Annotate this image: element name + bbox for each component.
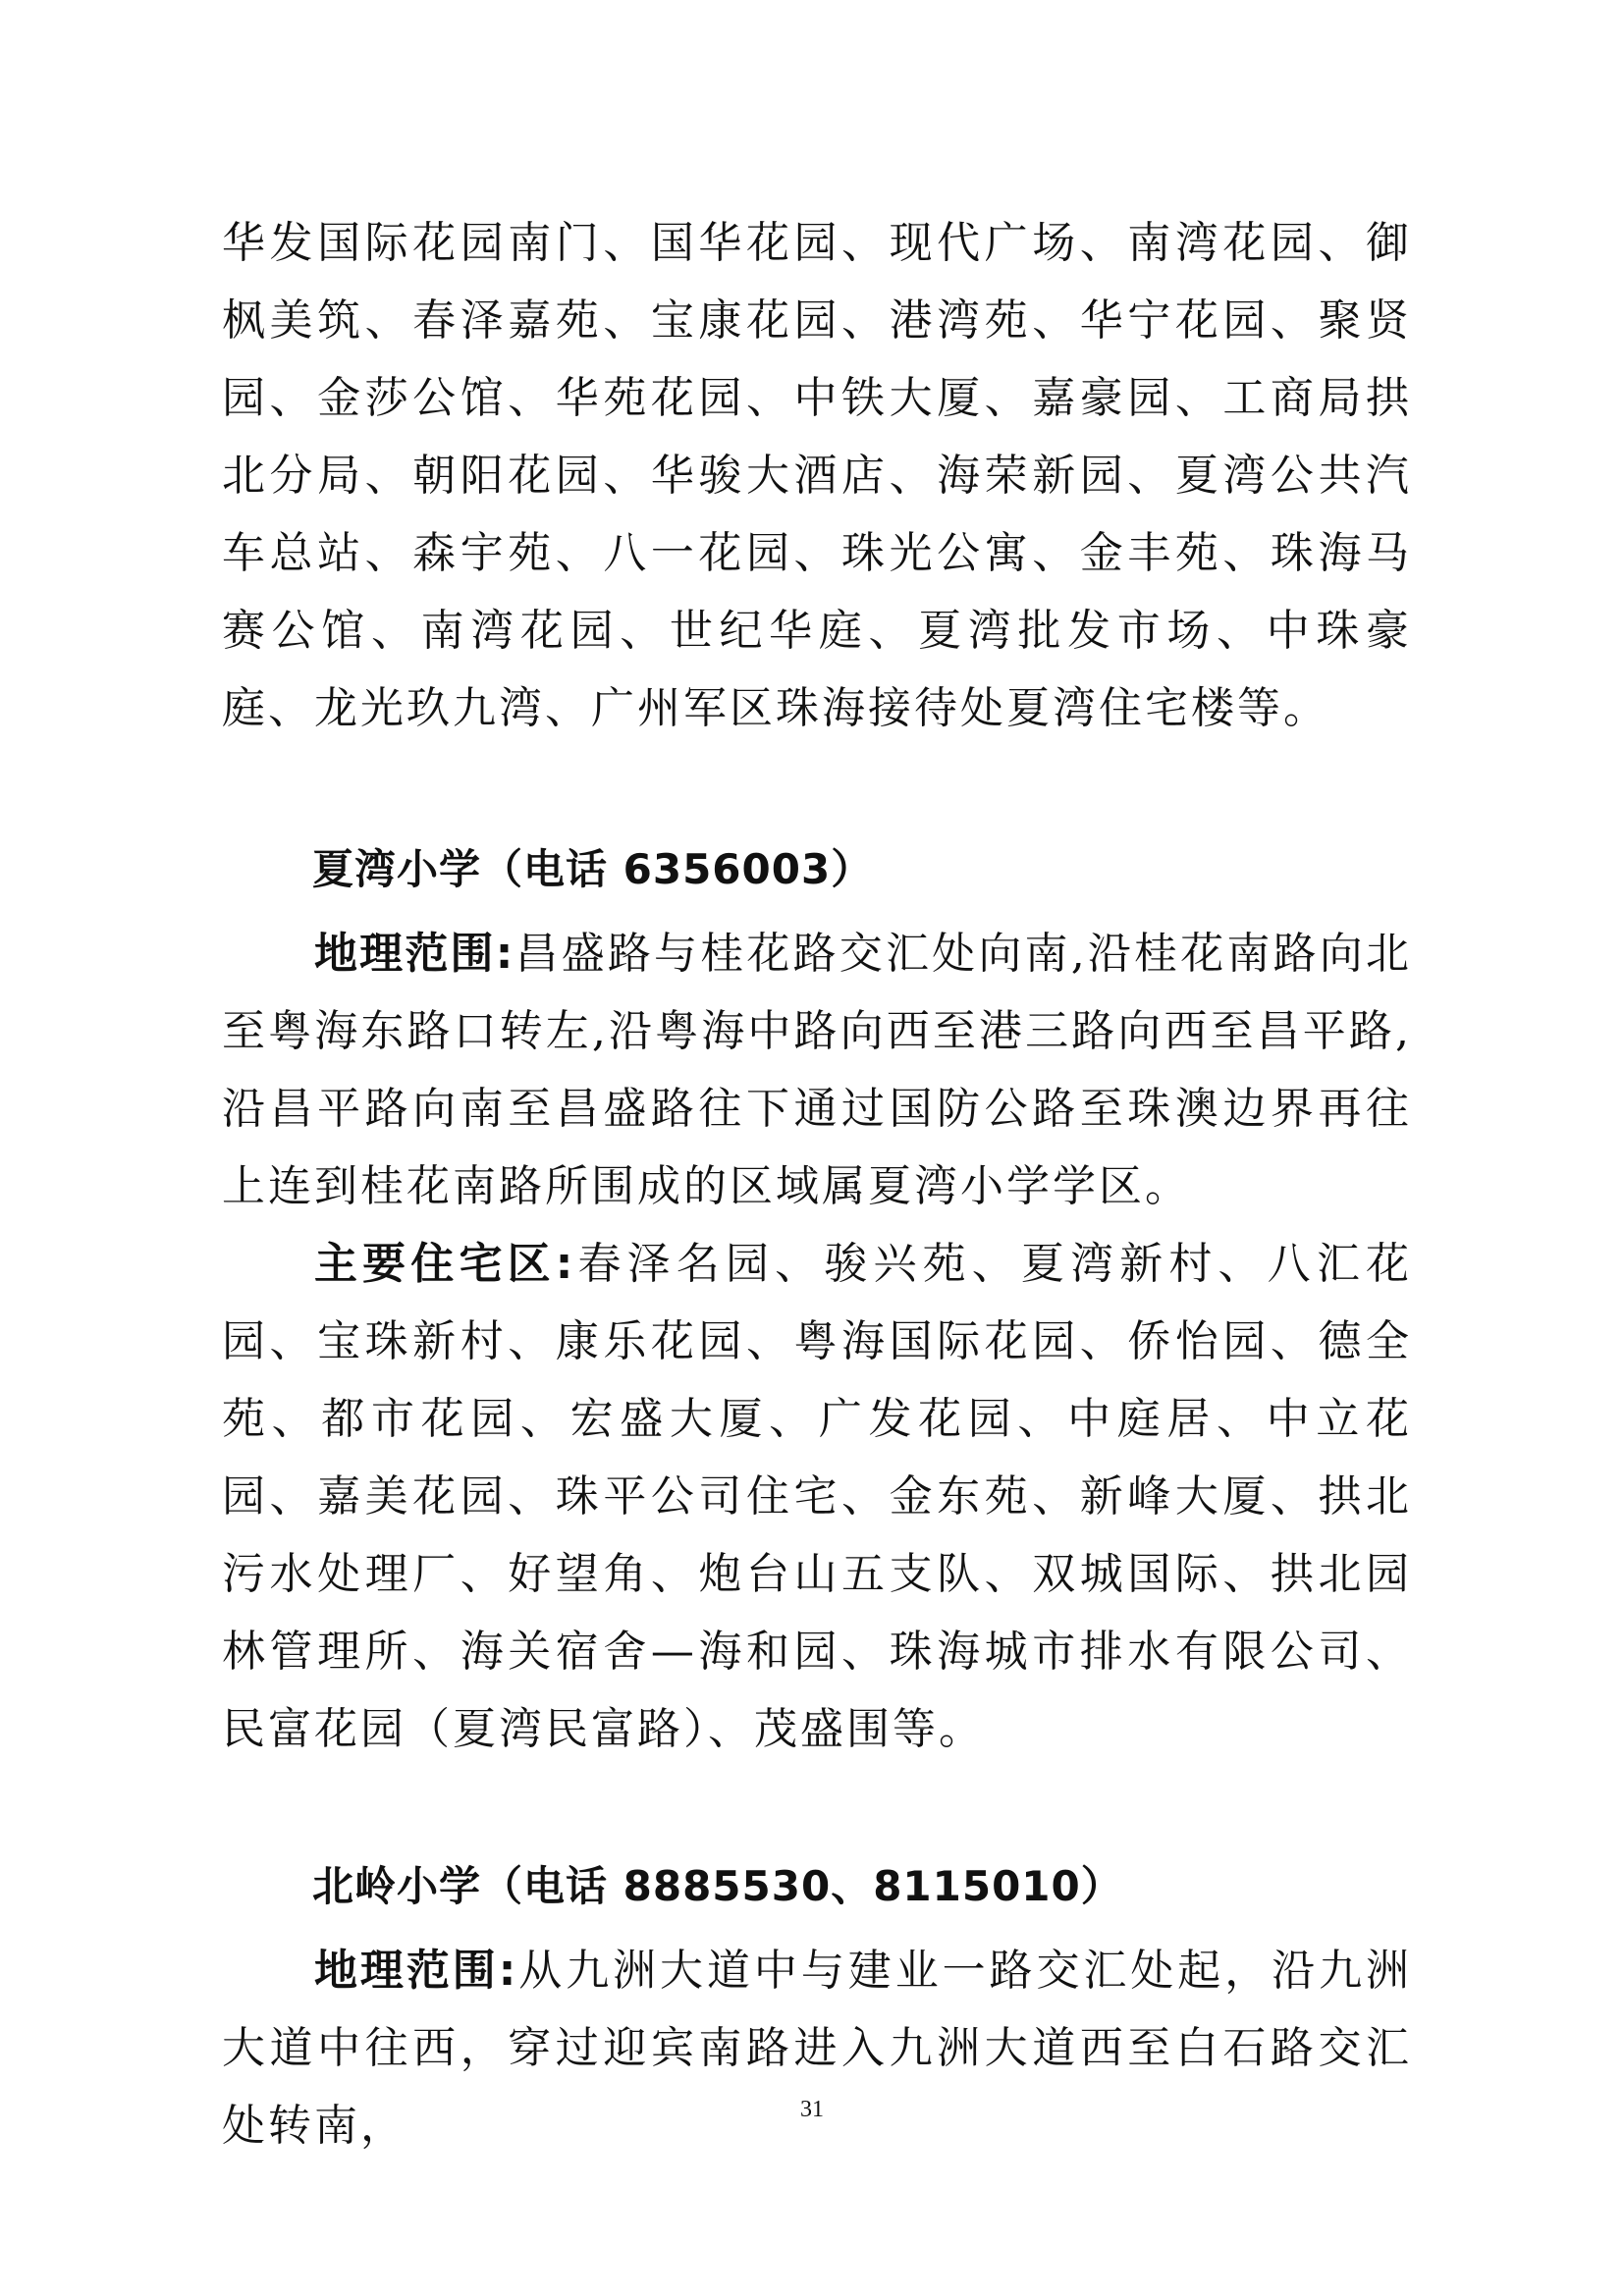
residential-paragraph-xiawan xyxy=(222,1225,1412,1768)
geo-range-paragraph-xiawan xyxy=(222,915,1412,1225)
geo-range-text: 从九洲大道中与建业一路交汇处起，沿九洲大道中往西，穿过迎宾南路进入九洲大道西至白石路交汇处转南， xyxy=(222,1946,1412,2151)
geo-range-paragraph-beiling xyxy=(222,1932,1412,2164)
geo-range-label: 地理范围: xyxy=(314,929,515,979)
school-heading-xiawan: 夏湾小学（电话 6356003） xyxy=(312,845,874,893)
geo-range-label: 地理范围: xyxy=(314,1946,518,1996)
page-number: 31 xyxy=(800,2097,824,2122)
geo-range-text: 昌盛路与桂花路交汇处向南,沿桂花南路向北至粤海东路口转左,沿粤海中路向西至港三路向西至昌平路,沿昌平路向南至昌盛路往下通过国防公路至珠澳边界再往上连到桂花南路所围成的区域属夏湾小学学区。 xyxy=(222,929,1412,1211)
residential-label: 主要住宅区: xyxy=(314,1239,575,1289)
school-heading-beiling: 北岭小学（电话 8885530、8115010） xyxy=(312,1862,1123,1910)
residential-list-continued: 华发国际花园南门、国华花园、现代广场、南湾花园、御枫美筑、春泽嘉苑、宝康花园、港湾苑、华宁花园、聚贤园、金莎公馆、华苑花园、中铁大厦、嘉豪园、工商局拱北分局、朝阳花园、华骏大酒店、海荣新园、夏湾公共汽车总站、森宇苑、八一花园、珠光公寓、金丰苑、珠海马赛公馆、南湾花园、世纪华庭、夏湾批发市场、中珠豪庭、龙光玖九湾、广州军区珠海接待处夏湾住宅楼等。 xyxy=(222,218,1412,733)
residential-text: 春泽名园、骏兴苑、夏湾新村、八汇花园、宝珠新村、康乐花园、粤海国际花园、侨怡园、德全苑、都市花园、宏盛大厦、广发花园、中庭居、中立花园、嘉美花园、珠平公司住宅、金东苑、新峰大厦、拱北污水处理厂、好望角、炮台山五支队、双城国际、拱北园林管理所、海关宿舍—海和园、珠海城市排水有限公司、民富花园（夏湾民富路）、茂盛围等。 xyxy=(222,1239,1412,1754)
